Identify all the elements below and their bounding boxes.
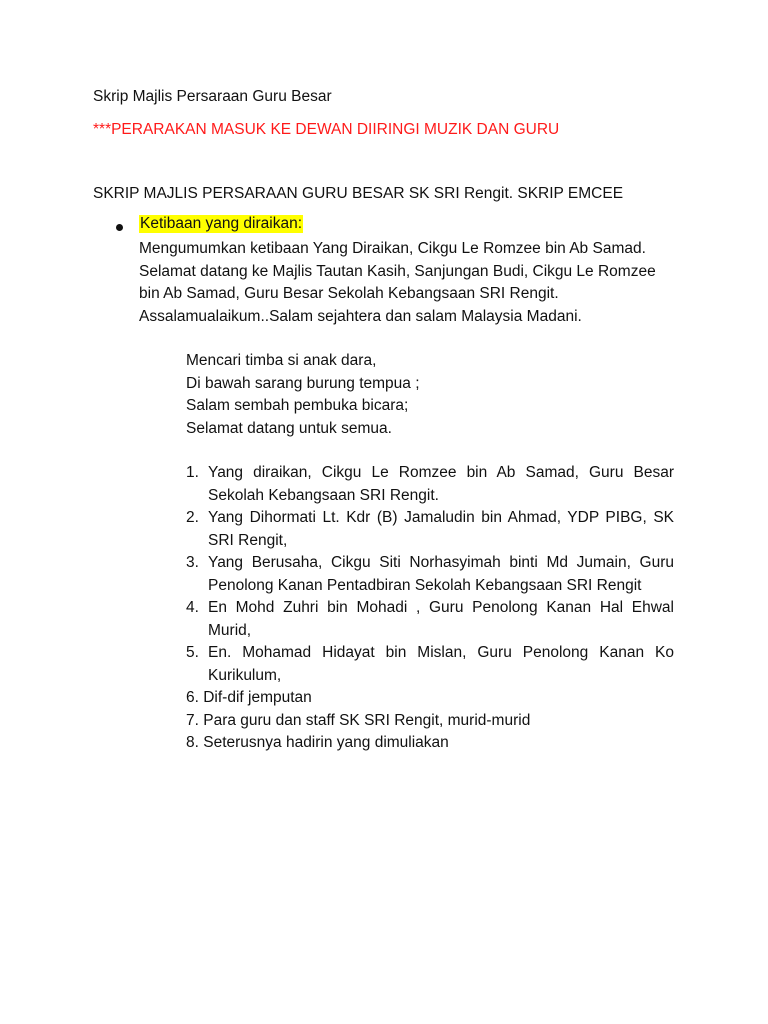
highlighted-bullet-label: Ketibaan yang diraikan: xyxy=(140,215,303,232)
pantun-line: Di bawah sarang burung tempua ; xyxy=(186,374,420,392)
list-item-number: 3. xyxy=(186,554,199,571)
list-item xyxy=(186,642,674,687)
pantun-line: Mencari timba si anak dara, xyxy=(186,352,377,369)
list-item xyxy=(186,597,674,642)
script-heading: SKRIP MAJLIS PERSARAAN GURU BESAR SK SRI Rengit. SKRIP EMCEE xyxy=(93,185,624,202)
pantun-line: Salam sembah pembuka bicara; xyxy=(186,397,409,414)
list-item-text: En. Mohamad Hidayat bin Mislan, Guru Penolong Kanan Ko Kurikulum, xyxy=(208,644,674,684)
list-item-text: Yang Berusaha, Cikgu Siti Norhasyimah binti Md Jumain, Guru Penolong Kanan Pentadbiran Sekolah Kebangsaan SRI Rengit xyxy=(208,554,674,594)
list-item xyxy=(186,462,674,507)
list-item-number: 5. xyxy=(186,644,199,661)
guest-list xyxy=(186,462,674,755)
procession-note: ***PERARAKAN MASUK KE DEWAN DIIRINGI MUZIK DAN GURU xyxy=(93,121,560,138)
welcome-paragraph: Mengumumkan ketibaan Yang Diraikan, Cikgu Le Romzee bin Ab Samad. Selamat datang ke Majlis Tautan Kasih, Sanjungan Budi, Cikgu Le Romzee bin Ab Samad, Guru Besar Sekolah Kebangsaan SRI Rengit. Assalamualaikum..Salam sejahtera dan salam Malaysia Madani. xyxy=(139,240,656,325)
list-item xyxy=(186,552,674,597)
list-item-number: 1. xyxy=(186,464,199,481)
bullet-icon xyxy=(116,224,123,231)
list-item-text: En Mohd Zuhri bin Mohadi , Guru Penolong Kanan Hal Ehwal Murid, xyxy=(208,599,674,639)
pantun-verse xyxy=(186,350,420,440)
list-item: 6. Dif-dif jemputan xyxy=(186,689,312,706)
list-item-number: 4. xyxy=(186,599,199,616)
list-item-text: Yang Dihormati Lt. Kdr (B) Jamaludin bin Ahmad, YDP PIBG, SK SRI Rengit, xyxy=(208,509,674,549)
list-item-text: Yang diraikan, Cikgu Le Romzee bin Ab Samad, Guru Besar Sekolah Kebangsaan SRI Rengit. xyxy=(208,464,674,504)
list-item: 7. Para guru dan staff SK SRI Rengit, murid-murid xyxy=(186,711,531,729)
list-item: 8. Seterusnya hadirin yang dimuliakan xyxy=(186,734,449,751)
list-item-number: 2. xyxy=(186,509,199,526)
pantun-line: Selamat datang untuk semua. xyxy=(186,419,392,437)
document-title: Skrip Majlis Persaraan Guru Besar xyxy=(93,88,332,105)
list-item xyxy=(186,507,674,552)
